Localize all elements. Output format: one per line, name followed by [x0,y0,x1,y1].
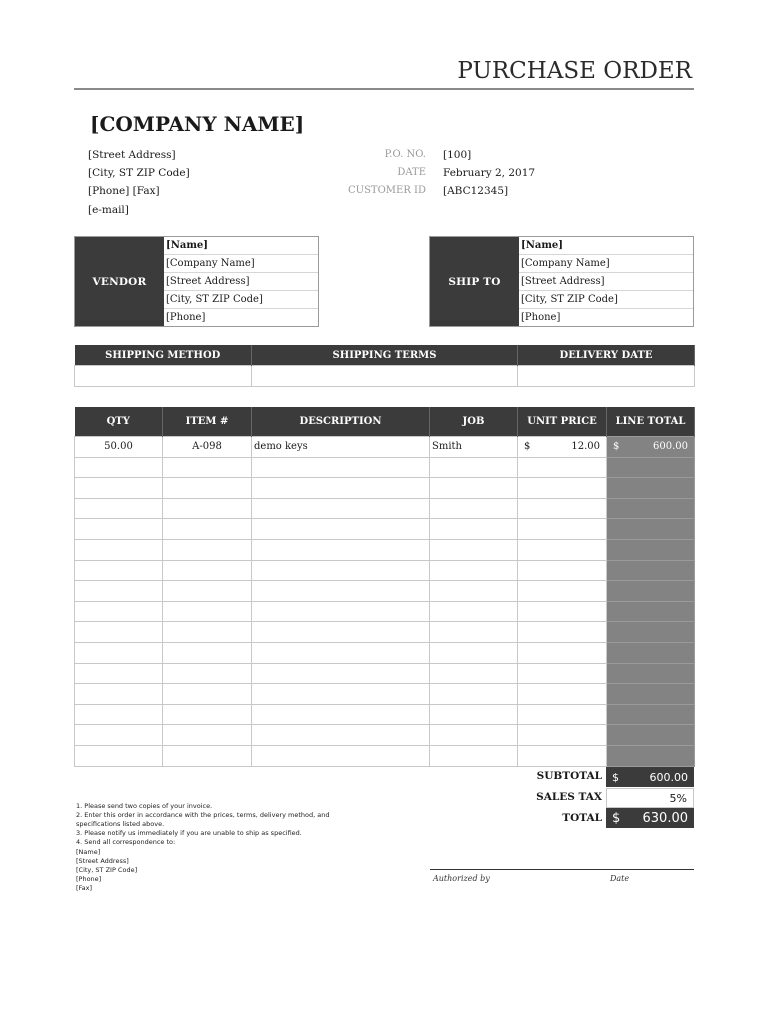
item-number-cell[interactable]: A-098 [163,437,252,458]
ship-to-city[interactable]: [City, ST ZIP Code] [519,291,693,309]
description-cell[interactable] [252,663,430,684]
table-row [75,601,695,622]
item-number-cell[interactable] [163,560,252,581]
item-number-cell[interactable] [163,663,252,684]
customer-id-value: [ABC12345] [443,185,509,197]
po-number-label: P.O. NO. [384,149,426,160]
job-cell[interactable] [430,601,518,622]
job-cell[interactable] [430,519,518,540]
signature-line [430,869,694,870]
description-cell[interactable] [252,642,430,663]
item-number-cell[interactable] [163,539,252,560]
vendor-street[interactable]: [Street Address] [164,273,318,291]
line-total-cell [607,704,695,725]
company-street: [Street Address] [88,149,176,161]
item-number-header: ITEM # [163,407,252,437]
table-row [75,622,695,643]
description-cell[interactable] [252,560,430,581]
authorized-by-label: Authorized by [433,874,490,883]
subtotal-box [606,767,694,787]
qty-cell[interactable] [75,498,163,519]
vendor-name[interactable]: [Name] [164,237,318,255]
table-row [75,745,695,766]
date-signature-label: Date [610,874,630,883]
sales-tax-box[interactable] [606,788,694,808]
date-label: DATE [397,167,426,178]
job-cell[interactable]: Smith [430,437,518,458]
title-divider [74,88,694,90]
description-cell[interactable] [252,581,430,602]
job-cell[interactable] [430,560,518,581]
delivery-date-cell[interactable] [518,366,695,387]
shipping-terms-header: SHIPPING TERMS [252,345,518,366]
qty-cell[interactable]: 50.00 [75,437,163,458]
line-total-cell [607,560,695,581]
line-total-cell [607,498,695,519]
item-number-cell[interactable] [163,704,252,725]
table-row [75,478,695,499]
qty-header: QTY [75,407,163,437]
company-phone-fax: [Phone] [Fax] [88,185,160,197]
subtotal-label: SUBTOTAL [536,770,602,782]
table-row [75,498,695,519]
ship-to-street[interactable]: [Street Address] [519,273,693,291]
item-number-cell[interactable] [163,581,252,602]
shipping-method-header: SHIPPING METHOD [75,345,252,366]
description-cell[interactable] [252,457,430,478]
ship-to-heading: SHIP TO [430,237,519,326]
line-total-value: 600.00 [653,441,688,453]
table-row [75,663,695,684]
description-cell[interactable] [252,725,430,746]
unit-price-cell[interactable] [518,437,607,458]
line-total-cell [607,539,695,560]
date-value: February 2, 2017 [443,167,536,179]
sales-tax-value: 5% [669,791,687,805]
table-row [75,704,695,725]
table-row [75,457,695,478]
vendor-company[interactable]: [Company Name] [164,255,318,273]
unit-price-cell[interactable] [518,539,607,560]
total-box [606,808,694,828]
line-total-cell [607,684,695,705]
line-total-cell [607,478,695,499]
vendor-phone[interactable]: [Phone] [166,312,206,323]
description-cell[interactable] [252,539,430,560]
unit-price-cell[interactable] [518,478,607,499]
description-cell[interactable] [252,601,430,622]
unit-price-header: UNIT PRICE [518,407,607,437]
line-total-cell [607,622,695,643]
note-4: 4. Send all correspondence to: [76,838,176,846]
total-label: TOTAL [562,812,602,824]
unit-price-cell[interactable] [518,642,607,663]
qty-cell[interactable] [75,622,163,643]
qty-cell[interactable] [75,601,163,622]
item-number-cell[interactable] [163,457,252,478]
description-cell[interactable] [252,519,430,540]
job-cell[interactable] [430,539,518,560]
ship-to-block [429,236,694,327]
unit-price-cell[interactable] [518,519,607,540]
qty-cell[interactable] [75,581,163,602]
qty-cell[interactable] [75,725,163,746]
line-total-cell [607,642,695,663]
ship-to-company[interactable]: [Company Name] [519,255,693,273]
qty-cell[interactable] [75,539,163,560]
qty-cell[interactable] [75,663,163,684]
item-number-cell[interactable] [163,498,252,519]
description-cell[interactable] [252,498,430,519]
unit-price-cell[interactable] [518,663,607,684]
qty-cell[interactable] [75,457,163,478]
table-row [75,519,695,540]
line-total-cell [607,601,695,622]
description-cell[interactable] [252,622,430,643]
description-cell[interactable] [252,745,430,766]
item-number-cell[interactable] [163,725,252,746]
job-cell[interactable] [430,478,518,499]
sales-tax-label: SALES TAX [536,791,602,803]
item-number-cell[interactable] [163,601,252,622]
qty-cell[interactable] [75,478,163,499]
item-number-cell[interactable] [163,745,252,766]
job-header: JOB [430,407,518,437]
line-total-cell [607,437,695,458]
line-total-currency: $ [613,441,620,453]
line-total-header: LINE TOTAL [607,407,695,437]
unit-price-cell[interactable] [518,684,607,705]
item-number-cell[interactable] [163,642,252,663]
item-number-cell[interactable] [163,684,252,705]
table-row [75,539,695,560]
correspondence-address: [Name] [Street Address] [City, ST ZIP Code] [Phone] [Fax] [76,848,138,892]
table-row [75,684,695,705]
line-total-cell [607,457,695,478]
description-cell[interactable] [252,684,430,705]
unit-price-cell[interactable] [518,704,607,725]
description-cell[interactable] [252,478,430,499]
job-cell[interactable] [430,663,518,684]
unit-price-cell[interactable] [518,581,607,602]
table-row [75,581,695,602]
qty-cell[interactable] [75,560,163,581]
ship-to-phone[interactable]: [Phone] [521,312,561,323]
unit-price-cell[interactable] [518,457,607,478]
table-row [75,437,695,458]
company-name: [COMPANY NAME] [90,112,305,136]
unit-price-cell[interactable] [518,560,607,581]
items-table [74,407,695,767]
document-title: PURCHASE ORDER [457,58,692,84]
unit-price-cell[interactable] [518,745,607,766]
po-number-value: [100] [443,149,472,161]
table-row [75,725,695,746]
description-header: DESCRIPTION [252,407,430,437]
customer-id-label: CUSTOMER ID [347,185,426,196]
job-cell[interactable] [430,581,518,602]
qty-cell[interactable] [75,704,163,725]
qty-cell[interactable] [75,745,163,766]
unit-price-cell[interactable] [518,622,607,643]
ship-to-name[interactable]: [Name] [519,237,693,255]
unit-price-currency: $ [524,441,531,453]
shipping-terms-cell[interactable] [252,366,518,387]
note-2: 2. Enter this order in accordance with the prices, terms, delivery method, and specifications listed above. [76,811,330,828]
company-city: [City, ST ZIP Code] [88,167,190,179]
job-cell[interactable] [430,684,518,705]
qty-cell[interactable] [75,642,163,663]
job-cell[interactable] [430,622,518,643]
vendor-city[interactable]: [City, ST ZIP Code] [164,291,318,309]
subtotal-currency: $ [612,770,619,784]
description-cell[interactable] [252,704,430,725]
shipping-table [74,345,695,387]
job-cell[interactable] [430,642,518,663]
job-cell[interactable] [430,457,518,478]
item-number-cell[interactable] [163,622,252,643]
subtotal-value: 600.00 [649,770,688,784]
qty-cell[interactable] [75,684,163,705]
table-row [75,642,695,663]
total-value: 630.00 [642,810,688,826]
item-number-cell[interactable] [163,519,252,540]
total-currency: $ [612,810,621,826]
item-number-cell[interactable] [163,478,252,499]
instructions-notes [76,802,330,893]
note-3: 3. Please notify us immediately if you are unable to ship as specified. [76,829,302,837]
shipping-method-cell[interactable] [75,366,252,387]
table-row [75,560,695,581]
unit-price-value: 12.00 [571,441,600,453]
unit-price-cell[interactable] [518,725,607,746]
line-total-cell [607,663,695,684]
description-cell[interactable]: demo keys [252,437,430,458]
vendor-heading: VENDOR [75,237,164,326]
note-1: 1. Please send two copies of your invoice. [76,802,213,810]
line-total-cell [607,519,695,540]
line-total-cell [607,581,695,602]
job-cell[interactable] [430,725,518,746]
unit-price-cell[interactable] [518,498,607,519]
job-cell[interactable] [430,745,518,766]
job-cell[interactable] [430,498,518,519]
company-email: [e-mail] [88,204,129,216]
delivery-date-header: DELIVERY DATE [518,345,695,366]
line-total-cell [607,725,695,746]
line-total-cell [607,745,695,766]
qty-cell[interactable] [75,519,163,540]
unit-price-cell[interactable] [518,601,607,622]
job-cell[interactable] [430,704,518,725]
vendor-block [74,236,319,327]
